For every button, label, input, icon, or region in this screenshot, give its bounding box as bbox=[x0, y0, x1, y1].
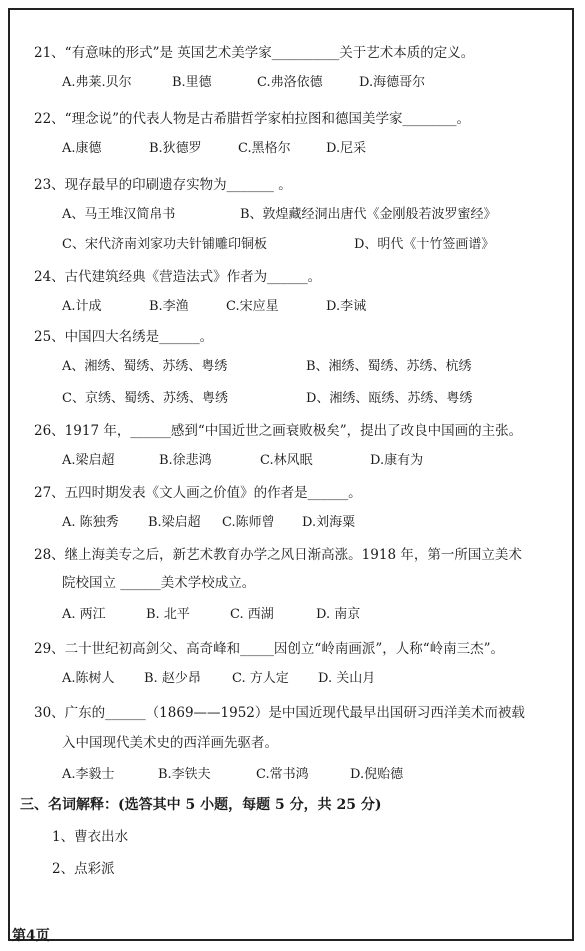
option-c: C.林风眠 bbox=[260, 453, 313, 468]
option-d: D、明代《十竹签画谱》 bbox=[354, 237, 495, 252]
option-c: C.弗洛依德 bbox=[257, 75, 323, 90]
option-a: A. 两江 bbox=[62, 607, 106, 622]
option-d: D.刘海粟 bbox=[302, 515, 356, 530]
option-d: D.尼采 bbox=[326, 141, 367, 156]
option-a: A.梁启超 bbox=[62, 453, 115, 468]
option-d: D. 南京 bbox=[316, 607, 361, 622]
option-c: C、宋代济南刘家功夫针铺雕印铜板 bbox=[62, 237, 267, 252]
option-a: A. 陈独秀 bbox=[62, 515, 119, 530]
section-3-title: 三、名词解释：(选答其中 5 小题，每题 5 分，共 25 分) bbox=[20, 797, 382, 813]
question-28-stem-continued: 院校国立 ______美术学校成立。 bbox=[62, 575, 256, 591]
option-c: C.黑格尔 bbox=[238, 141, 291, 156]
option-b: B.狄德罗 bbox=[149, 141, 202, 156]
term-1: 1、曹衣出水 bbox=[52, 829, 129, 845]
option-a: A.康德 bbox=[62, 141, 102, 156]
option-b: B、敦煌藏经洞出唐代《金刚般若波罗蜜经》 bbox=[240, 207, 497, 222]
option-d: D.海德哥尔 bbox=[359, 75, 426, 90]
option-b: B.李铁夫 bbox=[158, 767, 211, 782]
option-d: D.康有为 bbox=[370, 453, 424, 468]
term-2: 2、点彩派 bbox=[52, 861, 115, 877]
option-b: B、湘绣、蜀绣、苏绣、杭绣 bbox=[306, 359, 472, 374]
option-b: B.李渔 bbox=[149, 299, 189, 314]
question-30-stem-continued: 入中国现代美术史的西洋画先驱者。 bbox=[62, 735, 278, 751]
option-b: B. 赵少昂 bbox=[144, 671, 201, 686]
option-c: C. 西湖 bbox=[230, 607, 274, 622]
option-c: C.宋应星 bbox=[226, 299, 279, 314]
option-d: D.倪贻德 bbox=[350, 767, 404, 782]
question-21-stem: 21、“有意味的形式”是 英国艺术美学家__________关于艺术本质的定义。 bbox=[34, 45, 475, 61]
question-27-stem: 27、五四时期发表《文人画之价值》的作者是______。 bbox=[34, 485, 362, 501]
option-d: D. 关山月 bbox=[318, 671, 376, 686]
option-c: C.常书鸿 bbox=[256, 767, 309, 782]
question-25-stem: 25、中国四大名绣是______。 bbox=[34, 329, 214, 345]
option-a: A.陈树人 bbox=[62, 671, 115, 686]
question-23-stem: 23、现存最早的印刷遗存实物为_______ 。 bbox=[34, 177, 292, 193]
page-number: 第4页 bbox=[12, 928, 50, 944]
option-c: C.陈师曾 bbox=[222, 515, 275, 530]
option-d: D、湘绣、瓯绣、苏绣、粤绣 bbox=[306, 391, 473, 406]
question-30-stem: 30、广东的______（1869——1952）是中国近现代最早出国研习西洋美术而被载 bbox=[34, 705, 525, 721]
option-b: B.徐悲鸿 bbox=[159, 453, 212, 468]
option-d: D.李诫 bbox=[326, 299, 367, 314]
question-29-stem: 29、二十世纪初高剑父、高奇峰和_____因创立“岭南画派”，人称“岭南三杰”。 bbox=[34, 641, 505, 657]
question-24-stem: 24、古代建筑经典《营造法式》作者为______。 bbox=[34, 269, 322, 285]
question-28-stem: 28、继上海美专之后，新艺术教育办学之风日渐高涨。1918 年，第一所国立美术 bbox=[34, 547, 522, 563]
option-c: C、京绣、蜀绣、苏绣、粤绣 bbox=[62, 391, 228, 406]
option-a: A.弗莱.贝尔 bbox=[62, 75, 132, 90]
option-a: A.李毅士 bbox=[62, 767, 115, 782]
option-b: B. 北平 bbox=[146, 607, 190, 622]
question-22-stem: 22、“理念说”的代表人物是古希腊哲学家柏拉图和德国美学家________。 bbox=[34, 111, 470, 127]
option-c: C. 方人定 bbox=[232, 671, 289, 686]
option-a: A、湘绣、蜀绣、苏绣、粤绣 bbox=[62, 359, 228, 374]
option-a: A.计成 bbox=[62, 299, 102, 314]
option-b: B.里德 bbox=[172, 75, 212, 90]
option-a: A、马王堆汉简帛书 bbox=[62, 207, 176, 222]
option-b: B.梁启超 bbox=[148, 515, 201, 530]
question-26-stem: 26、1917 年，______感到“中国近世之画衰败极矣”，提出了改良中国画的主张。 bbox=[34, 423, 523, 439]
